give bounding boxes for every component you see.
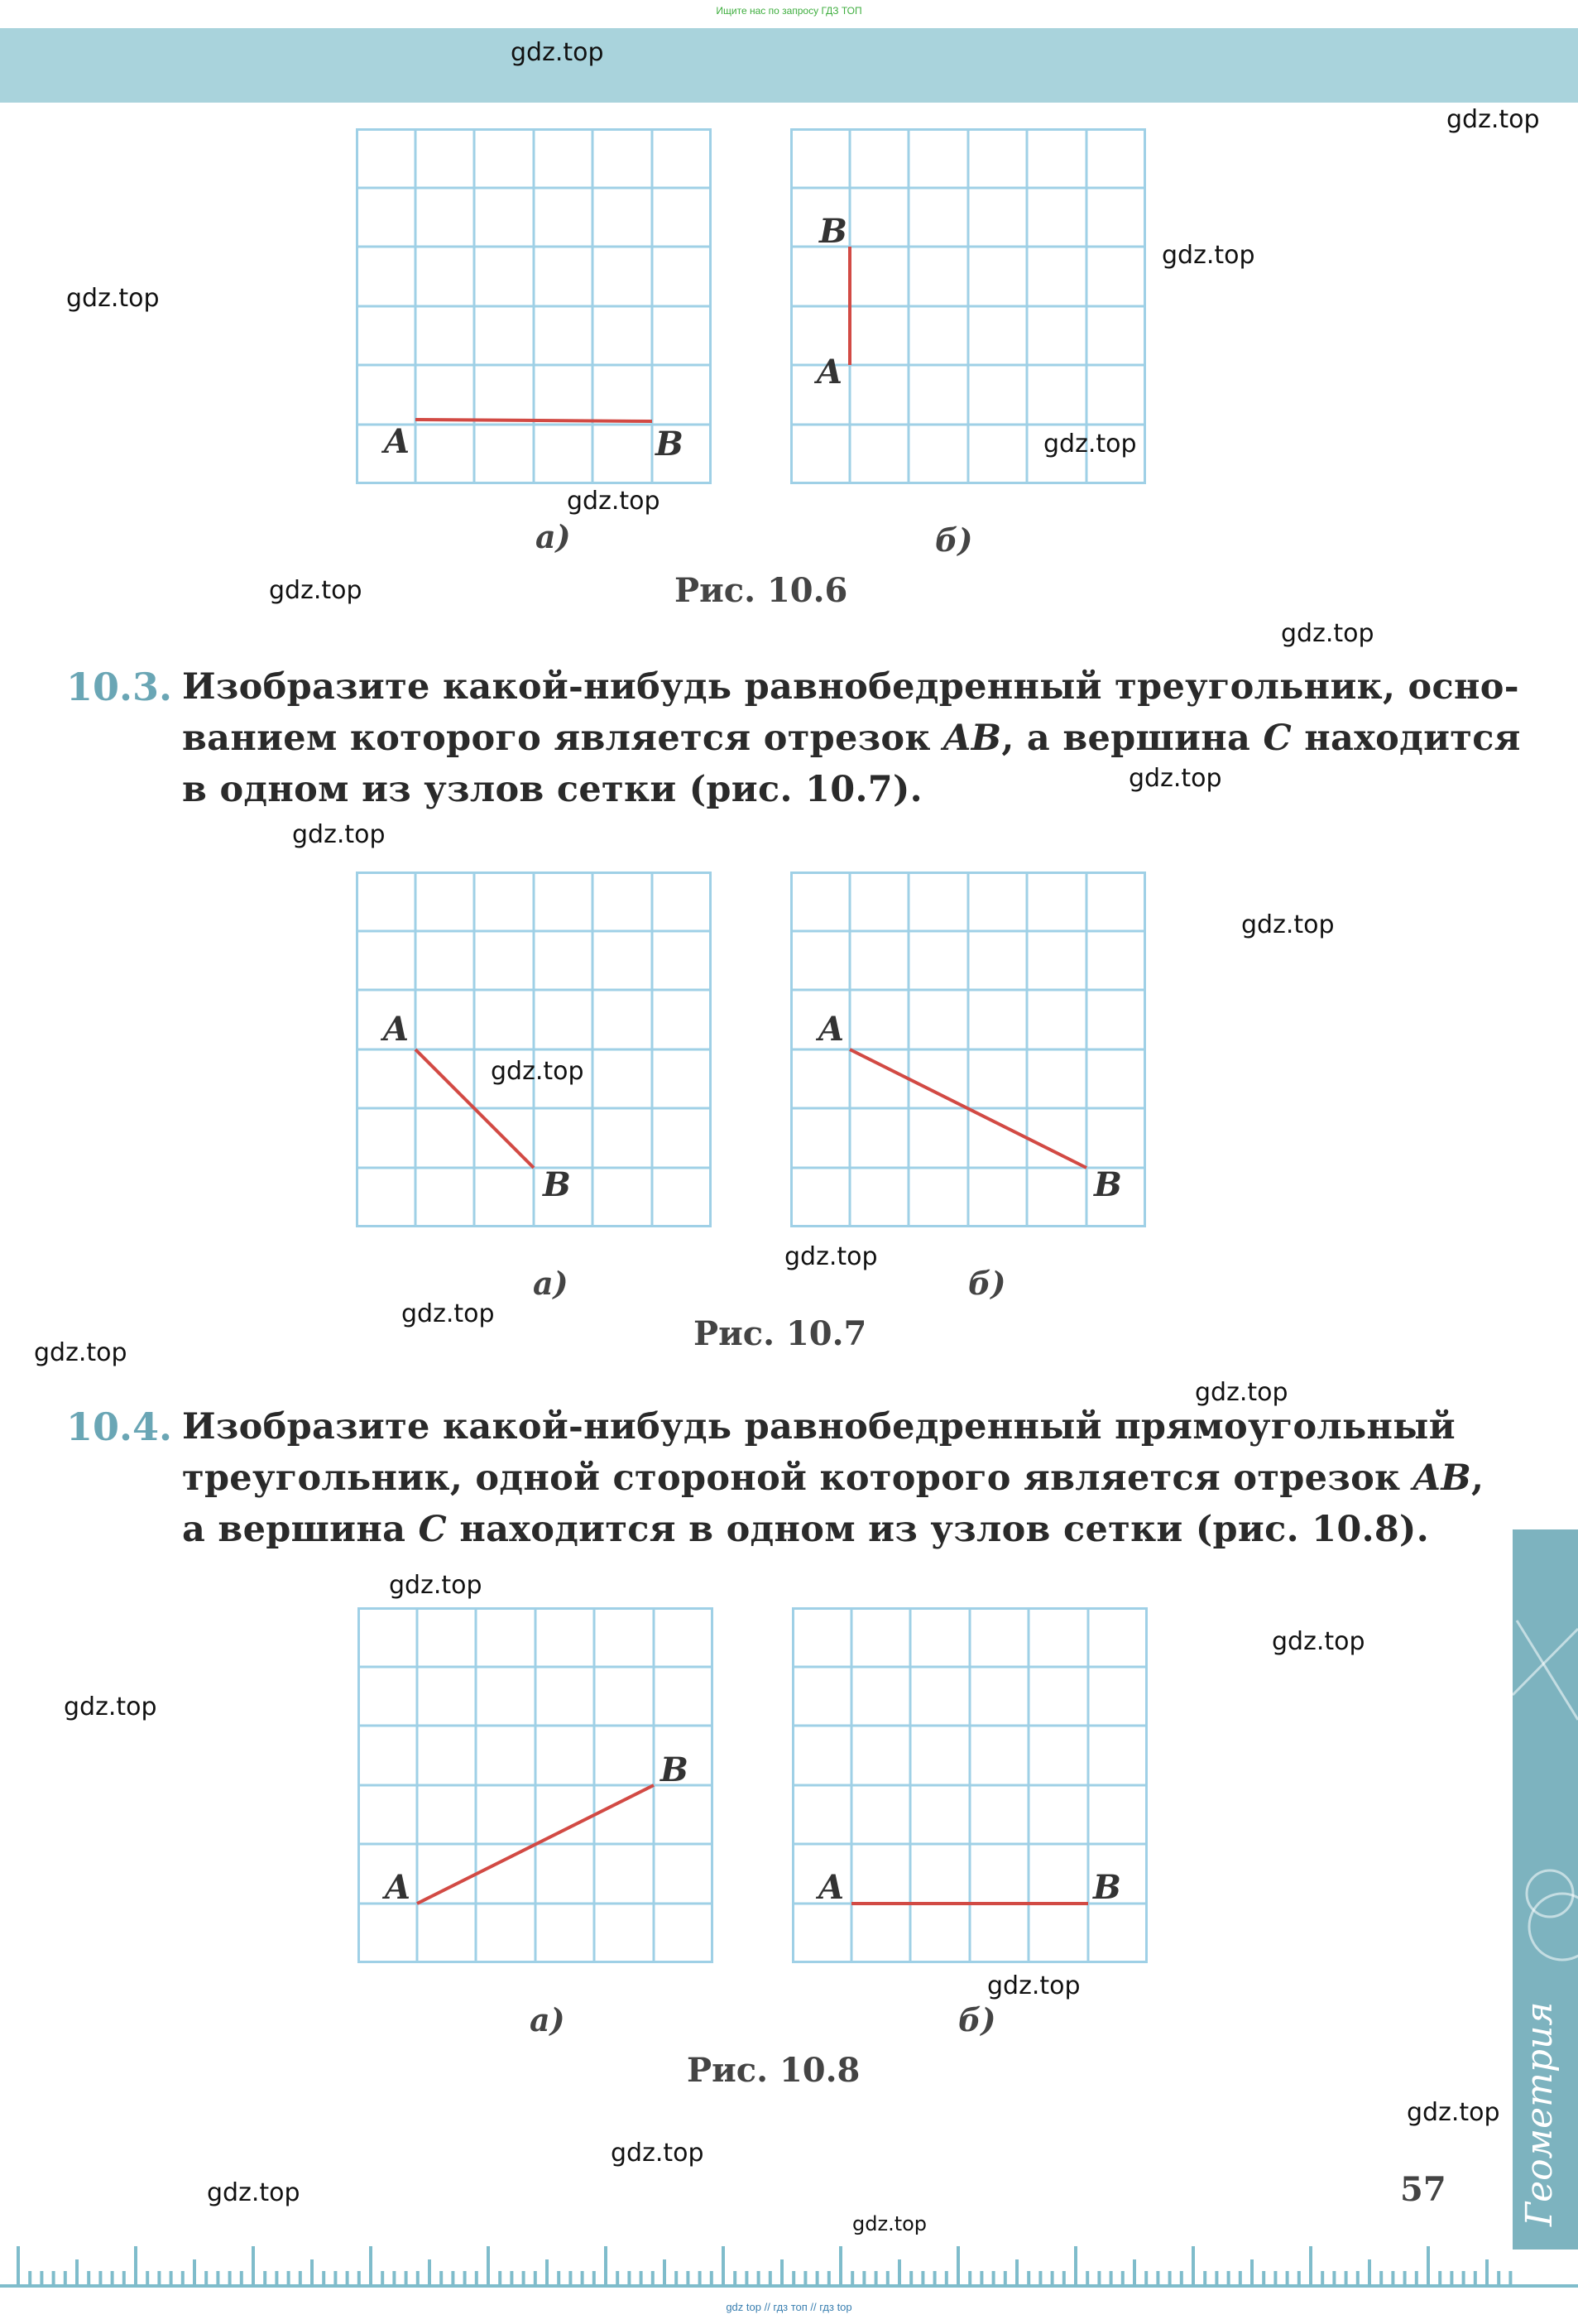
point-a-label: A	[817, 353, 843, 391]
watermark: gdz.top	[64, 1693, 157, 1721]
problem-10-3-line-3: в одном из узлов сетки (рис. 10.7).	[182, 769, 923, 810]
problem-10-4-line-1: Изобразите какой-нибудь равнобедренный прямоугольный	[182, 1406, 1456, 1448]
problem-10-3-line-1: Изобразите какой-нибудь равнобедренный треугольник, осно-	[182, 666, 1519, 708]
point-b-label: B	[1094, 1165, 1122, 1204]
segment-ab	[415, 420, 652, 421]
watermark: gdz.top	[389, 1571, 482, 1600]
point-a-label: A	[818, 1010, 845, 1049]
figure-10-7b-label: б)	[968, 1265, 1006, 1302]
figure-10-8-caption: Рис. 10.8	[687, 2051, 861, 2090]
watermark: gdz.top	[269, 576, 362, 605]
problem-10-4-line-3: а вершина C находится в одном из узлов сетки (рис. 10.8).	[182, 1509, 1429, 1550]
point-a-label: A	[384, 422, 410, 461]
watermark: gdz.top	[491, 1057, 584, 1086]
watermark: gdz.top	[987, 1971, 1081, 2000]
point-b-label: B	[1093, 1868, 1121, 1907]
point-a-label: A	[818, 1868, 845, 1907]
watermark: gdz.top	[1407, 2098, 1500, 2127]
header-band	[0, 28, 1578, 103]
watermark: gdz.top	[784, 1242, 878, 1271]
watermark: gdz.top	[292, 820, 386, 849]
figure-10-7a-label: а)	[533, 1265, 568, 1302]
point-b-label: B	[819, 212, 847, 251]
point-b-label: B	[543, 1165, 571, 1204]
search-hint: Ищите нас по запросу ГДЗ ТОП	[716, 5, 862, 17]
point-b-label: B	[660, 1750, 688, 1789]
watermark: gdz.top	[1272, 1627, 1365, 1656]
problem-10-3-number: 10.3.	[66, 665, 173, 709]
watermark: gdz.top	[66, 284, 160, 313]
figure-10-6a-label: а)	[535, 518, 571, 555]
problem-10-4-number: 10.4.	[66, 1404, 173, 1449]
problem-10-4-line-2: треугольник, одной стороной которого является отрезок AB,	[182, 1457, 1484, 1499]
point-b-label: B	[655, 425, 683, 463]
watermark: gdz.top	[1043, 430, 1137, 459]
figure-10-6-caption: Рис. 10.6	[674, 571, 848, 610]
watermark: gdz.top	[34, 1338, 127, 1367]
side-tab-label: Геометрия	[1518, 2001, 1561, 2226]
figure-10-6b-label: б)	[935, 521, 973, 559]
watermark: gdz.top	[852, 2212, 928, 2235]
figure-10-7a-grid	[356, 872, 712, 1227]
watermark: gdz.top	[511, 38, 604, 67]
problem-10-3-line-2: ванием которого является отрезок AB, а вершина C находится	[182, 718, 1521, 759]
page-number: 57	[1400, 2170, 1446, 2209]
figure-10-8b-grid	[792, 1607, 1148, 1963]
watermark: gdz.top	[1129, 764, 1222, 793]
figure-10-7-caption: Рис. 10.7	[693, 1314, 867, 1353]
point-a-label: A	[383, 1010, 410, 1049]
figure-10-8b-label: б)	[958, 2001, 996, 2038]
point-a-label: A	[385, 1868, 411, 1907]
watermark: gdz.top	[1446, 105, 1540, 134]
watermark: gdz.top	[1162, 241, 1255, 270]
figure-10-8a-grid	[357, 1607, 713, 1963]
watermark: gdz.top	[611, 2139, 704, 2168]
figure-10-6a-grid	[356, 128, 712, 484]
watermark: gdz.top	[1281, 619, 1374, 648]
watermark: gdz.top	[1241, 910, 1335, 939]
figure-10-7b-grid	[790, 872, 1146, 1227]
bottom-ruler	[0, 2226, 1578, 2301]
watermark: gdz.top	[401, 1299, 495, 1328]
watermark: gdz.top	[1195, 1378, 1288, 1407]
watermark: gdz.top	[207, 2178, 300, 2207]
figure-10-8a-label: а)	[530, 2001, 565, 2038]
footer-links: gdz top // гдз топ // гдз top	[726, 2301, 852, 2313]
watermark: gdz.top	[567, 487, 660, 516]
